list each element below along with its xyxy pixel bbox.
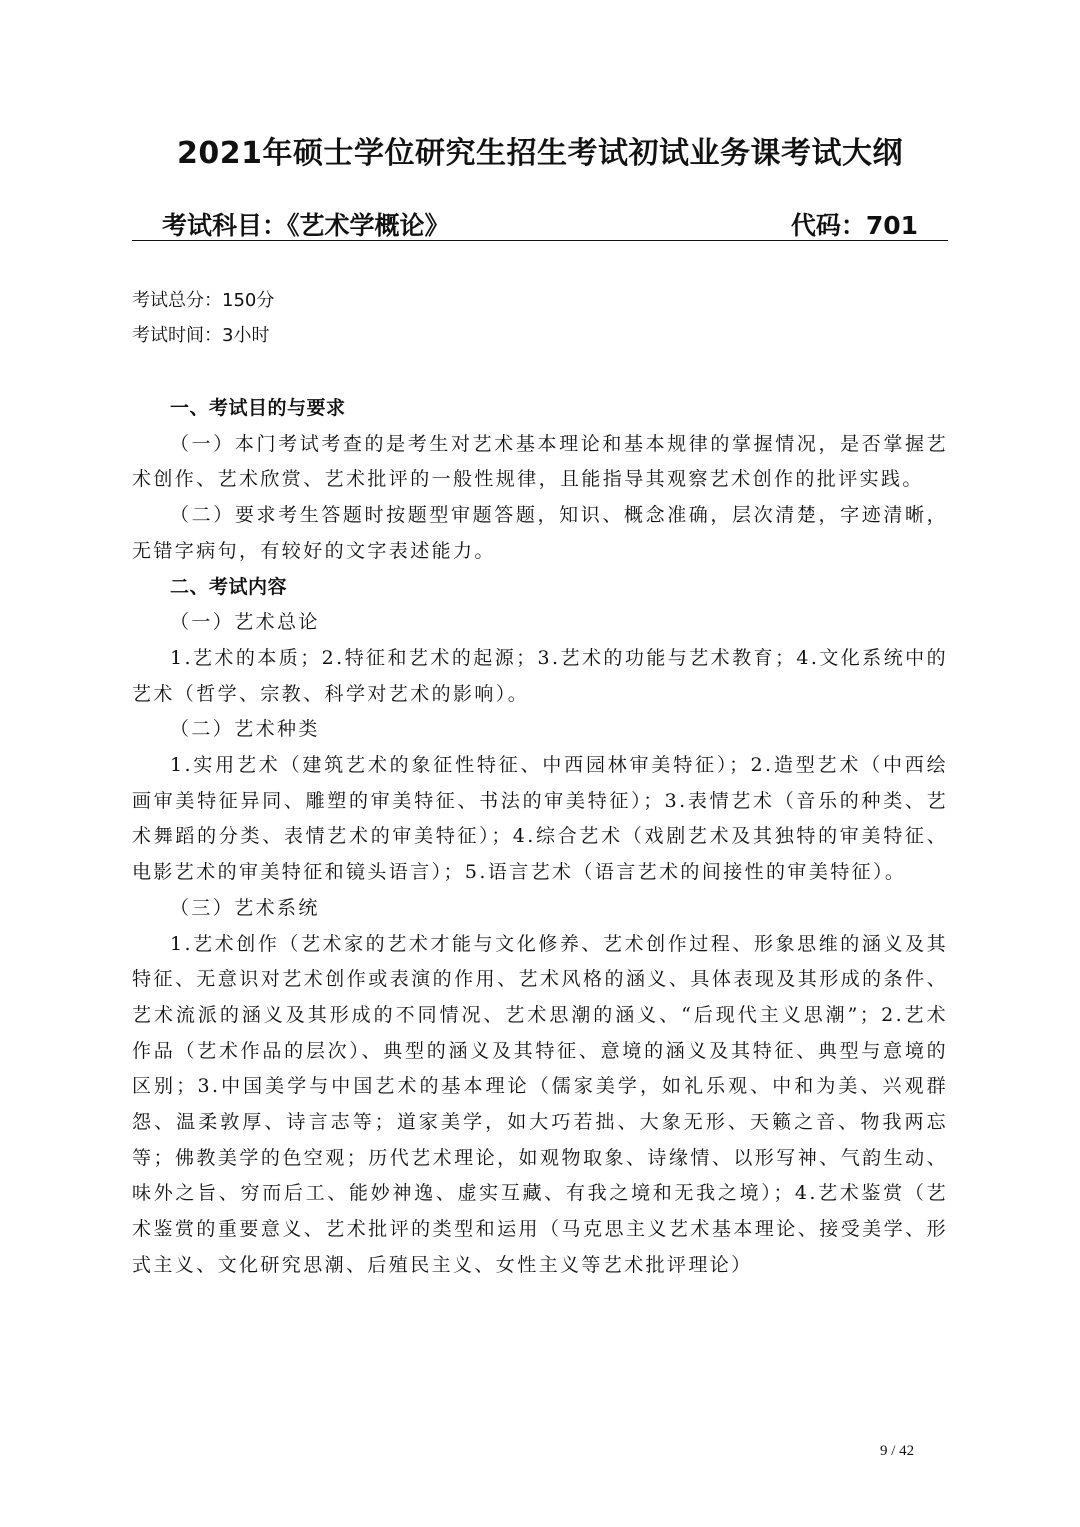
subheading-general-theory: （一）艺术总论 — [170, 611, 320, 634]
total-score: 考试总分：150分 — [132, 290, 275, 311]
paragraph-art-types: 1.实用艺术（建筑艺术的象征性特征、中西园林审美特征）；2.造型艺术（中西绘画审美特征异同、雕塑的审美特征、书法的审美特征）；3.表情艺术（音乐的种类、艺术舞蹈的分类、表情艺术的审美特征）；4.综合艺术（戏剧艺术及其独特的审美特征、电影艺术的审美特征和镜头语言）；5.语言艺术（语言艺术的间接性的审美特征）。 — [132, 754, 948, 884]
paragraph-general-theory: 1.艺术的本质；2.特征和艺术的起源；3.艺术的功能与艺术教育；4.文化系统中的艺术（哲学、宗教、科学对艺术的影响）。 — [132, 646, 948, 705]
subheading-art-types: （二）艺术种类 — [170, 718, 320, 741]
exam-code: 代码：701 — [790, 211, 918, 240]
subject-line — [132, 206, 948, 241]
exam-subject: 考试科目：《艺术学概论》 — [162, 211, 450, 240]
paragraph-purpose: （一）本门考试考查的是考生对艺术基本理论和基本规律的掌握情况，是否掌握艺术创作、艺术欣赏、艺术批评的一般性规律，且能指导其观察艺术创作的批评实践。 — [132, 432, 948, 491]
paragraph-requirements: （二）要求考生答题时按题型审题答题，知识、概念准确，层次清楚，字迹清晰，无错字病句，有较好的文字表述能力。 — [132, 504, 948, 562]
paragraph-art-system: 1.艺术创作（艺术家的艺术才能与文化修养、艺术创作过程、形象思维的涵义及其特征、无意识对艺术创作或表演的作用、艺术风格的涵义、具体表现及其形成的条件、艺术流派的涵义及其形成的不同情况、艺术思潮的涵义、“后现代主义思潮”；2.艺术作品（艺术作品的层次）、典型的涵义及其特征、意境的涵义及其特征、典型与意境的区别；3.中国美学与中国艺术的基本理论（儒家美学，如礼乐观、中和为美、兴观群怨、温柔敦厚、诗言志等；道家美学，如大巧若拙、大象无形、天籁之音、物我两忘等；佛教美学的色空观；历代艺术理论，如观物取象、诗缘情、以形写神、气韵生动、味外之旨、穷而后工、能妙神逸、虚实互藏、有我之境和无我之境）；4.艺术鉴赏（艺术鉴赏的重要意义、艺术批评的类型和运用（马克思主义艺术基本理论、接受美学、形式主义、文化研究思潮、后殖民主义、女性主义等艺术批评理论） — [132, 932, 948, 1276]
subheading-art-system: （三）艺术系统 — [170, 896, 320, 919]
section-heading-2: 二、考试内容 — [170, 575, 288, 598]
document-body — [132, 391, 948, 1284]
exam-duration: 考试时间：3小时 — [132, 325, 270, 346]
section-heading-1: 一、考试目的与要求 — [170, 397, 346, 419]
page-number: 9 / 42 — [880, 1443, 915, 1459]
document-title: 2021年硕士学位研究生招生考试初试业务课考试大纲 — [177, 136, 903, 171]
